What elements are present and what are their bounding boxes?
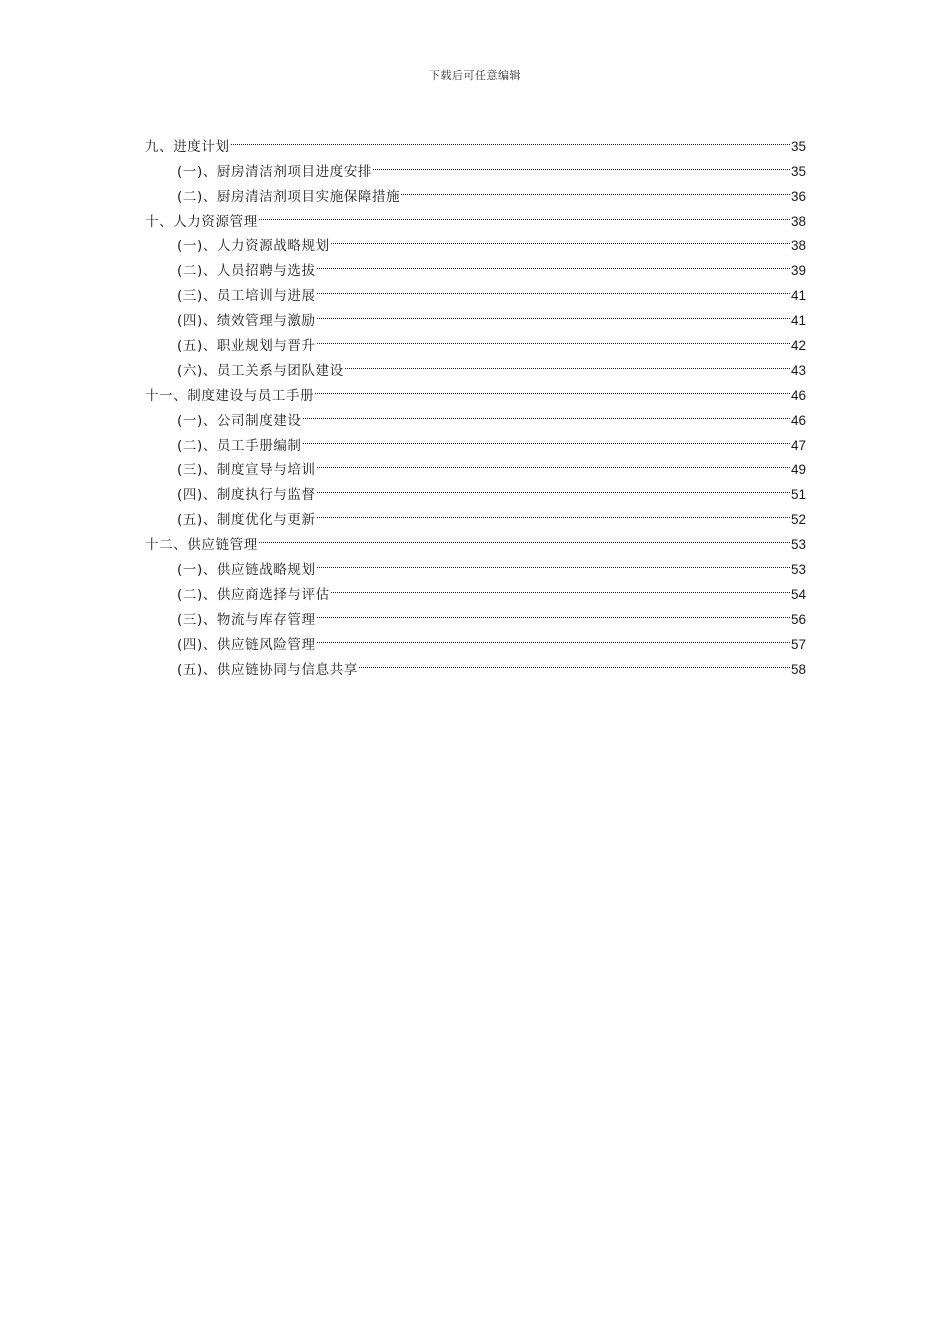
- toc-entry-title: (四)、制度执行与监督: [177, 487, 316, 504]
- toc-entry-title: (二)、厨房清洁剂项目实施保障措施: [177, 188, 401, 205]
- toc-entry-title: 十一、制度建设与员工手册: [145, 387, 315, 404]
- toc-page-number: 51: [790, 487, 806, 503]
- toc-entry-title: 十二、供应链管理: [145, 537, 258, 554]
- toc-entry-title: (一)、公司制度建设: [177, 412, 302, 429]
- toc-page-number: 41: [790, 313, 806, 329]
- toc-dot-leader: [317, 499, 790, 524]
- toc-dot-leader: [331, 226, 790, 251]
- toc-dot-leader: [303, 400, 790, 425]
- toc-page-number: 56: [790, 611, 806, 627]
- toc-entry-title: (一)、厨房清洁剂项目进度安排: [177, 163, 373, 180]
- toc-dot-leader: [259, 201, 790, 226]
- toc-entry-title: (一)、供应链战略规划: [177, 562, 316, 579]
- toc-dot-leader: [345, 350, 790, 375]
- toc-dot-leader: [317, 275, 790, 300]
- toc-page-number: 39: [790, 263, 806, 279]
- toc-dot-leader: [331, 574, 790, 599]
- toc-dot-leader: [317, 325, 790, 350]
- toc-dot-leader: [317, 300, 790, 325]
- toc-dot-leader: [317, 624, 790, 649]
- table-of-contents: [145, 126, 806, 678]
- toc-dot-leader: [259, 524, 790, 549]
- toc-page-number: 35: [790, 138, 806, 154]
- toc-entry-title: (三)、制度宣导与培训: [177, 462, 316, 479]
- toc-dot-leader: [231, 126, 790, 151]
- toc-dot-leader: [401, 176, 790, 201]
- toc-page-number: 38: [790, 238, 806, 254]
- toc-page-number: 47: [790, 437, 806, 453]
- toc-entry-title: (一)、人力资源战略规划: [177, 238, 330, 255]
- toc-entry-title: (五)、制度优化与更新: [177, 512, 316, 529]
- toc-page-number: 54: [790, 586, 806, 602]
- toc-page-number: 53: [790, 562, 806, 578]
- toc-page-number: 57: [790, 636, 806, 652]
- toc-page-number: 36: [790, 188, 806, 204]
- toc-dot-leader: [373, 151, 790, 176]
- toc-dot-leader: [317, 450, 790, 475]
- toc-page-number: 49: [790, 462, 806, 478]
- toc-page-number: 52: [790, 512, 806, 528]
- toc-dot-leader: [303, 425, 790, 450]
- page-header: 下载后可任意编辑: [429, 69, 521, 82]
- toc-dot-leader: [315, 375, 790, 400]
- toc-entry-title: 九、进度计划: [145, 138, 230, 155]
- toc-page-number: 53: [790, 537, 806, 553]
- toc-dot-leader: [317, 599, 790, 624]
- toc-page-number: 46: [790, 412, 806, 428]
- toc-entry-title: 十、人力资源管理: [145, 213, 258, 230]
- toc-page-number: 43: [790, 362, 806, 378]
- toc-entry-title: (二)、人员招聘与选拔: [177, 263, 316, 280]
- toc-entry-title: (五)、供应链协同与信息共享: [177, 661, 358, 678]
- toc-entry-title: (六)、员工关系与团队建设: [177, 362, 344, 379]
- toc-page-number: 35: [790, 163, 806, 179]
- toc-dot-leader: [317, 549, 790, 574]
- toc-entry-title: (四)、供应链风险管理: [177, 636, 316, 653]
- toc-section-entry[interactable]: [145, 151, 806, 180]
- toc-entry-title: (三)、物流与库存管理: [177, 611, 316, 628]
- toc-dot-leader: [359, 649, 790, 674]
- toc-entry-title: (五)、职业规划与晋升: [177, 338, 316, 355]
- toc-page-number: 38: [790, 213, 806, 229]
- toc-entry-title: (三)、员工培训与进展: [177, 288, 316, 305]
- toc-entry-title: (四)、绩效管理与激励: [177, 313, 316, 330]
- toc-dot-leader: [317, 250, 790, 275]
- toc-entry-title: (二)、供应商选择与评估: [177, 586, 330, 603]
- toc-entry-title: (二)、员工手册编制: [177, 437, 302, 454]
- toc-page-number: 41: [790, 288, 806, 304]
- toc-dot-leader: [317, 474, 790, 499]
- toc-page-number: 42: [790, 338, 806, 354]
- toc-page-number: 46: [790, 387, 806, 403]
- toc-page-number: 58: [790, 661, 806, 677]
- toc-chapter-entry[interactable]: [145, 126, 806, 155]
